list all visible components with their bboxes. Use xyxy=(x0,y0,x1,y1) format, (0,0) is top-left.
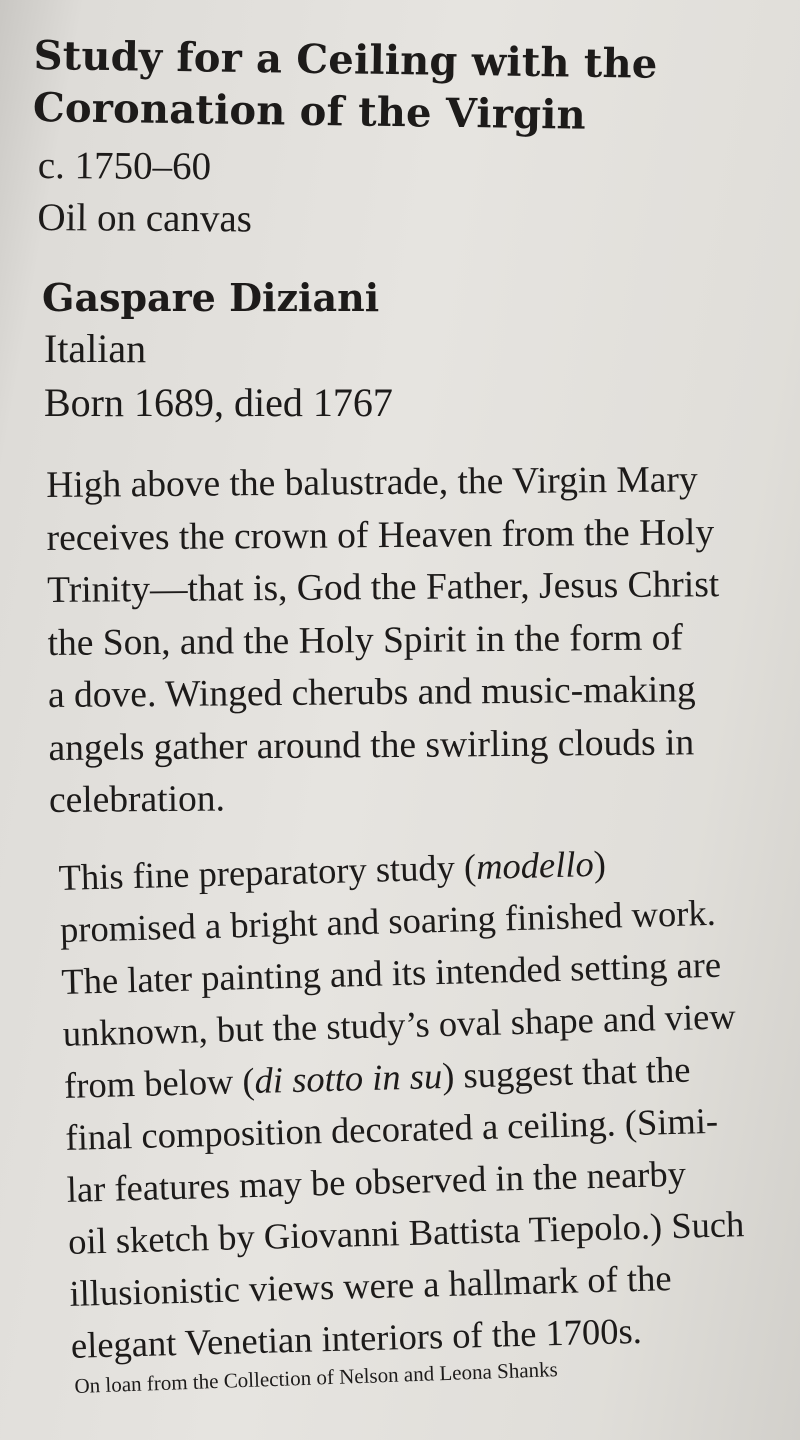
text-run: ) xyxy=(593,842,607,884)
artist-info xyxy=(44,322,393,430)
paragraph-line: promised a bright and soaring finished work. xyxy=(59,891,717,950)
paragraph-line: unknown, but the study’s oval shape and view xyxy=(62,995,737,1054)
text-run: from below ( xyxy=(63,1059,256,1106)
artwork-date: c. 1750–60 xyxy=(37,143,212,189)
artist-nationality: Italian xyxy=(44,326,147,371)
text-run: ) suggest that the xyxy=(441,1048,691,1097)
artwork-title xyxy=(33,30,754,144)
italic-term-modello: modello xyxy=(475,842,595,888)
description-paragraph-2 xyxy=(58,834,748,1372)
paragraph-line: illusionistic views were a hallmark of the xyxy=(69,1257,672,1314)
paragraph-line: final composition decorated a ceiling. (Simi- xyxy=(64,1099,719,1158)
paragraph-line: receives the crown of Heaven from the Holy xyxy=(46,511,715,559)
italic-term-di-sotto-in-su: di sotto in su xyxy=(254,1055,443,1101)
paragraph-line: The later painting and its intended setting are xyxy=(60,943,722,1002)
artist-life-dates: Born 1689, died 1767 xyxy=(44,380,393,425)
paragraph-line: a dove. Winged cherubs and music-making xyxy=(47,669,696,716)
text-run: This fine preparatory study ( xyxy=(58,846,477,898)
description-paragraph-1 xyxy=(46,454,721,827)
paragraph-line: lar features may be observed in the nearby xyxy=(66,1152,687,1210)
paragraph-line: oil sketch by Giovanni Battista Tiepolo.) Such xyxy=(67,1203,745,1262)
paragraph-line: High above the balustrade, the Virgin Mary xyxy=(46,459,698,506)
paragraph-line: celebration. xyxy=(48,778,226,821)
paragraph-line: angels gather around the swirling clouds in xyxy=(48,721,695,769)
paragraph-line: elegant Venetian interiors of the 1700s. xyxy=(70,1309,643,1366)
credit-line: On loan from the Collection of Nelson and Leona Shanks xyxy=(74,1357,559,1398)
paragraph-line: Trinity—that is, God the Father, Jesus Christ xyxy=(46,564,720,611)
paragraph-line: the Son, and the Holy Spirit in the form of xyxy=(47,616,684,664)
artist-name: Gaspare Diziani xyxy=(42,275,380,320)
title-line: Coronation of the Virgin xyxy=(32,83,587,139)
artwork-meta xyxy=(37,140,252,245)
artwork-medium: Oil on canvas xyxy=(37,195,253,241)
title-line: Study for a Ceiling with the xyxy=(33,31,658,88)
